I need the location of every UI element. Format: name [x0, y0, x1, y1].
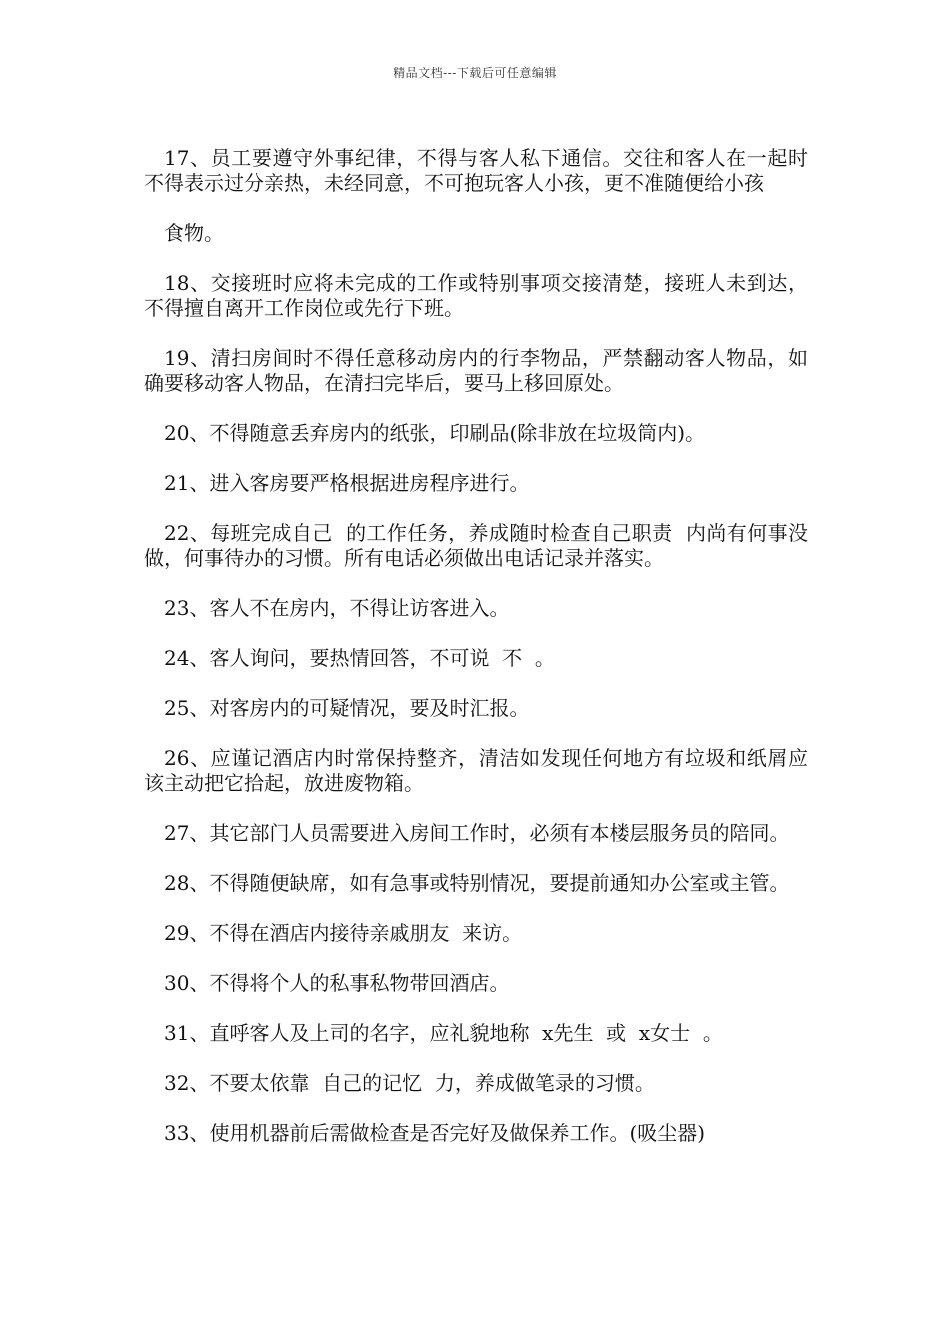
paragraph-27: 27、其它部门人员需要进入房间工作时，必须有本楼层服务员的陪同。 [164, 821, 790, 845]
paragraph-30: 30、不得将个人的私事私物带回酒店。 [164, 971, 510, 995]
paragraph-31: 31、直呼客人及上司的名字，应礼貌地称 x先生 或 x女士 。 [164, 1021, 723, 1045]
paragraph-24: 24、客人询问，要热情回答，不可说 不 。 [164, 646, 555, 670]
paragraph-18: 18、交接班时应将未完成的工作或特别事项交接清楚，接班人未到达，不得擅自离开工作岗位或先行下班。 [144, 271, 808, 320]
paragraph-33: 33、使用机器前后需做检查是否完好及做保养工作。(吸尘器) [164, 1121, 706, 1145]
paragraph-21: 21、进入客房要严格根据进房程序进行。 [164, 471, 530, 495]
paragraph-32: 32、不要太依靠 自己的记忆 力，养成做笔录的习惯。 [164, 1071, 655, 1095]
paragraph-25: 25、对客房内的可疑情况，要及时汇报。 [164, 696, 530, 720]
paragraph-29: 29、不得在酒店内接待亲戚朋友 来访。 [164, 921, 523, 945]
paragraph-28: 28、不得随便缺席，如有急事或特别情况，要提前通知办公室或主管。 [164, 871, 790, 895]
page-header: 精品文档---下载后可任意编辑 [393, 66, 557, 80]
paragraph-19: 19、清扫房间时不得任意移动房内的行李物品，严禁翻动客人物品，如确要移动客人物品，在清扫完毕后，要马上移回原处。 [144, 346, 808, 395]
paragraph-26: 26、应谨记酒店内时常保持整齐，清洁如发现任何地方有垃圾和纸屑应该主动把它拾起，放进废物箱。 [144, 746, 808, 795]
paragraph-17: 17、员工要遵守外事纪律，不得与客人私下通信。交往和客人在一起时不得表示过分亲热，未经同意，不可抱玩客人小孩，更不准随便给小孩 [144, 146, 808, 195]
paragraph-17-continued: 食物。 [164, 221, 224, 245]
document-body [144, 146, 808, 1171]
paragraph-22: 22、每班完成自己 的工作任务，养成随时检查自己职责 内尚有何事没做，何事待办的习惯。所有电话必须做出电话记录并落实。 [144, 521, 808, 570]
paragraph-23: 23、客人不在房内，不得让访客进入。 [164, 596, 510, 620]
paragraph-20: 20、不得随意丢弃房内的纸张，印刷品(除非放在垃圾筒内)。 [164, 421, 706, 445]
